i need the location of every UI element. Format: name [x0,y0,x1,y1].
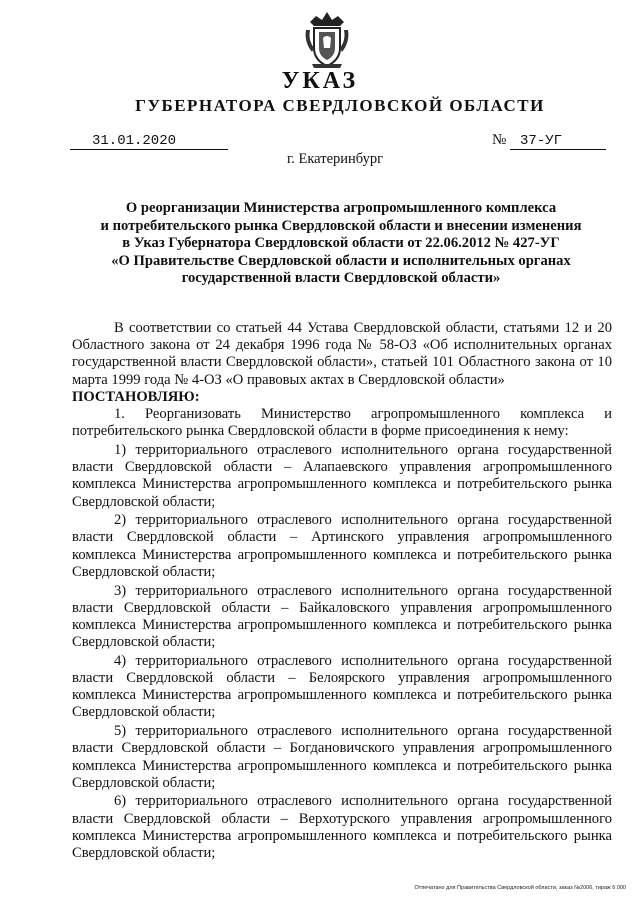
document-number: 37-УГ [510,133,606,150]
subitem-3: 3) территориального отраслевого исполнительного органа государственной власти Свердловской области – Байкаловского управления агропромышленного комплекса Министерства агропромышленного комплекса и потребительского рынка Свердловской области; [72,582,612,651]
document-type-title: УКАЗ [281,68,359,94]
document-body [72,320,612,862]
coat-of-arms-icon [302,8,352,70]
subitem-6: 6) территориального отраслевого исполнительного органа государственной власти Свердловской области – Верхотурского управления агропромышленного комплекса Министерства агропромышленного комплекса и потребительского рынка Свердловской области; [72,793,612,862]
city: г. Екатеринбург [286,151,384,167]
issuer-title: ГУБЕРНАТОРА СВЕРДЛОВСКОЙ ОБЛАСТИ [135,96,545,115]
heading-line: О реорганизации Министерства агропромышленного комплекса [125,200,557,216]
document-heading [70,200,612,288]
heading-line: государственной власти Свердловской области» [181,270,501,286]
print-note: Отпечатано для Правительства Свердловской области, заказ №2006, тираж 6 000 [414,885,626,891]
subitem-1: 1) территориального отраслевого исполнительного органа государственной власти Свердловской области – Алапаевского управления агропромышленного комплекса Министерства агропромышленного комплекса и потребительского рынка Свердловской области; [72,441,612,510]
preamble-paragraph: В соответствии со статьей 44 Устава Свердловской области, статьями 12 и 20 Областного закона от 24 декабря 1996 года № 58-ОЗ «Об исполнительных органах государственной власти Свердловской области», статьей 101 Областного закона от 10 марта 1999 года № 4-ОЗ «О правовых актах в Свердловской области» [72,320,612,388]
subitem-2: 2) территориального отраслевого исполнительного органа государственной власти Свердловской области – Артинского управления агропромышленного комплекса Министерства агропромышленного комплекса и потребительского рынка Свердловской области; [72,512,612,580]
heading-line: и потребительского рынка Свердловской области и внесении изменения [100,217,582,234]
number-label: № [492,132,507,148]
heading-line: в Указ Губернатора Свердловской области от 22.06.2012 № 427-УГ [122,235,560,251]
item-1-paragraph: 1. Реорганизовать Министерство агропромышленного комплекса и потребительского рынка Свердловской области в форме присоединения к нему: [72,406,612,440]
subitem-5: 5) территориального отраслевого исполнительного органа государственной власти Свердловской области – Богдановичского управления агропромышленного комплекса Министерства агропромышленного комплекса и потребительского рынка Свердловской области; [72,723,612,791]
subitem-4: 4) территориального отраслевого исполнительного органа государственной власти Свердловской области – Белоярского управления агропромышленного комплекса Министерства агропромышленного комплекса и потребительского рынка Свердловской области; [72,652,612,721]
heading-line: «О Правительстве Свердловской области и исполнительных органах [111,252,571,269]
document-date: 31.01.2020 [70,133,228,150]
resolve-word: ПОСТАНОВЛЯЮ: [72,388,200,405]
